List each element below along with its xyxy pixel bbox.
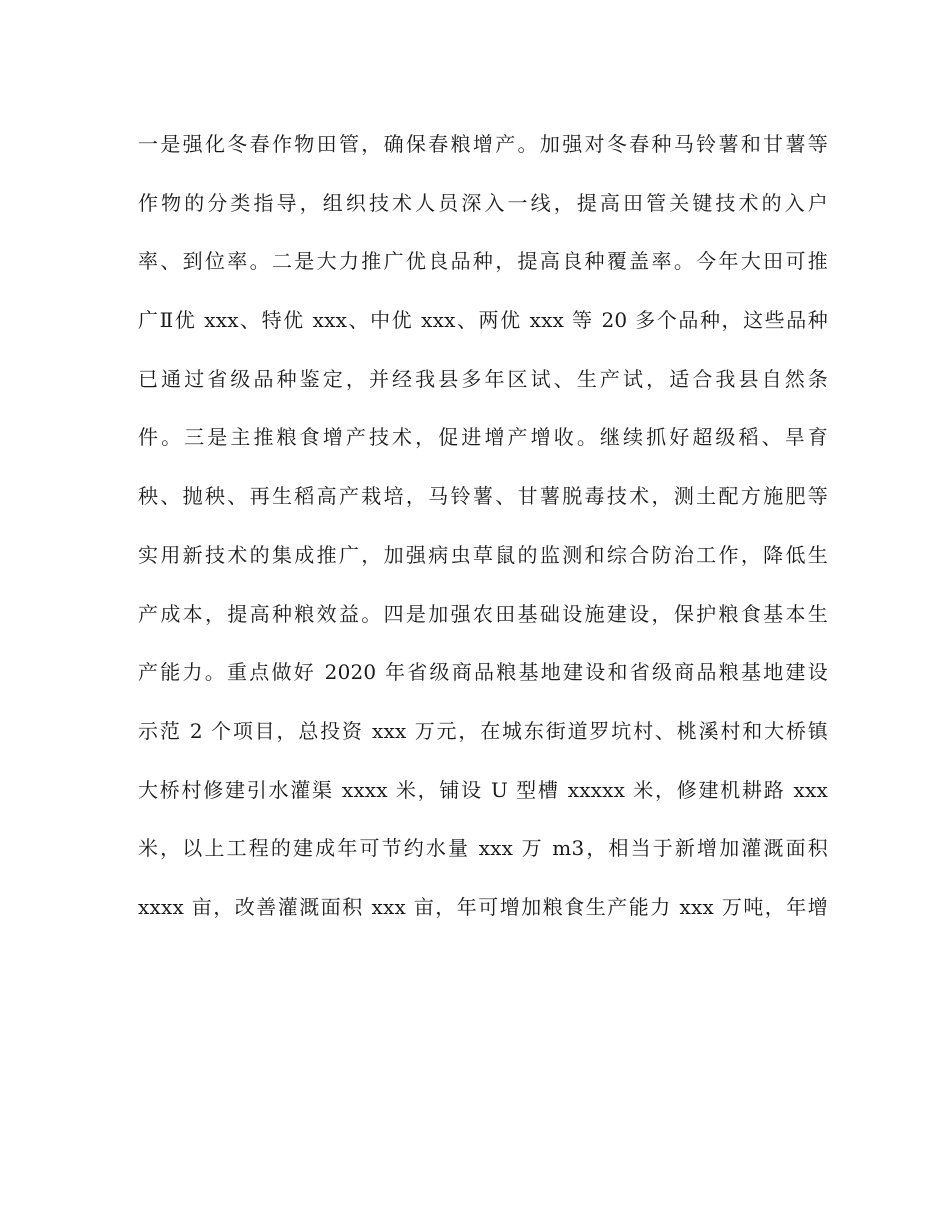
text-line-1: 一是强化冬春作物田管，确保春粮增产。加强对冬春种马铃薯和甘薯等 — [138, 132, 828, 156]
text-line-14: xxxx 亩，改善灌溉面积 xxx 亩，年可增加粮食生产能力 xxx 万吨，年增 — [138, 894, 828, 919]
text-line-12: 大桥村修建引水灌渠 xxxx 米，铺设 U 型槽 xxxxx 米，修建机耕路 xxx — [138, 777, 828, 802]
text-line-8: 实用新技术的集成推广，加强病虫草鼠的监测和综合防治工作，降低生 — [138, 542, 828, 567]
text-line-6: 件。三是主推粮食增产技术，促进增产增收。继续抓好超级稻、旱育 — [138, 425, 828, 450]
text-line-3: 率、到位率。二是大力推广优良品种，提高良种覆盖率。今年大田可推 — [138, 249, 828, 274]
text-line-5: 已通过省级品种鉴定，并经我县多年区试、生产试，适合我县自然条 — [138, 366, 828, 391]
body-paragraph — [138, 124, 828, 946]
text-line-7: 秧、抛秧、再生稻高产栽培，马铃薯、甘薯脱毒技术，测土配方施肥等 — [138, 484, 828, 509]
text-line-9: 产成本，提高种粮效益。四是加强农田基础设施建设，保护粮食基本生 — [138, 601, 828, 626]
text-line-13: 米，以上工程的建成年可节约水量 xxx 万 m3，相当于新增加灌溉面积 — [138, 836, 828, 861]
text-line-11: 示范 2 个项目，总投资 xxx 万元，在城东街道罗坑村、桃溪村和大桥镇 — [138, 718, 828, 743]
text-line-2: 作物的分类指导，组织技术人员深入一线，提高田管关键技术的入户 — [138, 190, 828, 215]
text-line-4: 广Ⅱ优 xxx、特优 xxx、中优 xxx、两优 xxx 等 20 多个品种，这些品种 — [138, 308, 828, 333]
text-line-10: 产能力。重点做好 2020 年省级商品粮基地建设和省级商品粮基地建设 — [138, 660, 828, 685]
